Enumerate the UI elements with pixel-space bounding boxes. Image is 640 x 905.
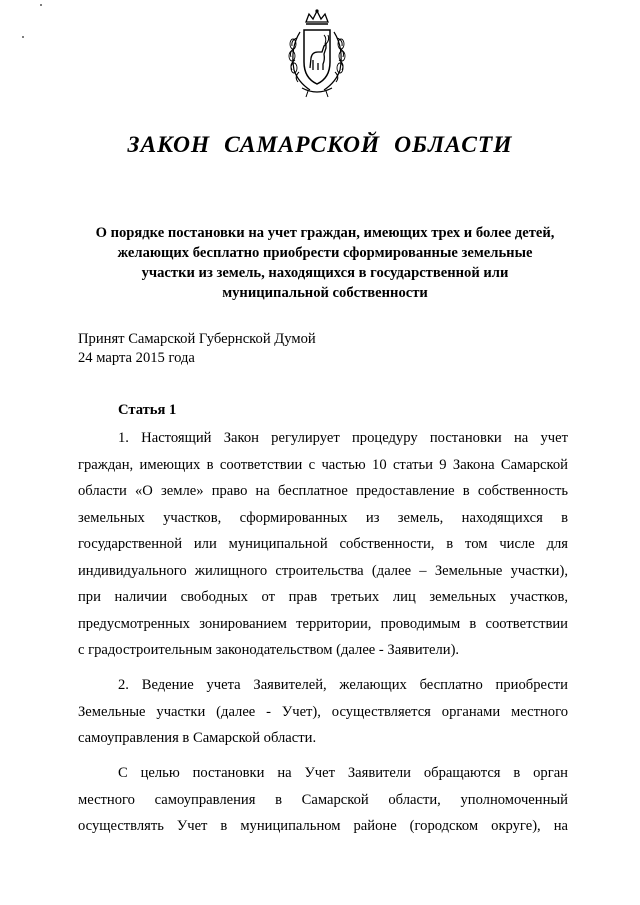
text-line: с градостроительным законодательством (далее - Заявители). <box>78 642 460 658</box>
scan-speck <box>22 36 24 38</box>
law-title: ЗАКОН САМАРСКОЙ ОБЛАСТИ <box>127 132 513 158</box>
law-subject-line: участки из земель, находящихся в государственной или <box>141 265 509 281</box>
text-line: индивидуального жилищного строительства (далее – Земельные участки), <box>78 562 568 579</box>
paragraph <box>78 425 568 664</box>
text-line: Земельные участки (далее - Учет), осуществляется органами местного <box>78 703 568 720</box>
law-subject <box>80 223 570 303</box>
law-subject-line: желающих бесплатно приобрести сформированные земельные <box>117 245 533 261</box>
text-line: государственной или муниципальной собственности, в том числе для <box>78 536 568 552</box>
law-subject-line: О порядке постановки на учет граждан, имеющих трех и более детей, <box>95 225 555 241</box>
adoption-note <box>78 330 478 367</box>
text-line: области «О земле» право на бесплатное предоставление в собственность <box>78 483 568 499</box>
text-line: 2. Ведение учета Заявителей, желающих бесплатно приобрести <box>118 677 568 694</box>
text-line: граждан, имеющих в соответствии с частью 10 статьи 9 Закона Самарской <box>78 456 568 473</box>
text-line: местного самоуправления в Самарской области, уполномоченный <box>78 791 568 808</box>
adoption-body: Принят Самарской Губернской Думой <box>78 331 316 347</box>
text-line: при наличии свободных от прав третьих лиц земельных участков, <box>78 589 568 605</box>
text-line: 1. Настоящий Закон регулирует процедуру постановки на учет <box>118 430 568 446</box>
text-line: предусмотренных зонированием территории, проводимым в соответствии <box>78 615 568 632</box>
text-line: С целью постановки на Учет Заявители обращаются в орган <box>118 765 568 782</box>
paragraph <box>78 760 568 840</box>
text-line: осуществлять Учет в муниципальном районе (городском округе), на <box>78 818 568 835</box>
samara-coat-of-arms-icon <box>282 8 352 98</box>
scan-speck <box>40 4 42 6</box>
text-line: земельных участков, сформированных из земель, находящихся в <box>78 509 568 526</box>
adoption-date: 24 марта 2015 года <box>78 349 195 366</box>
article-heading: Статья 1 <box>118 402 177 418</box>
law-subject-line: муниципальной собственности <box>222 285 428 301</box>
text-line: самоуправления в Самарской области. <box>78 730 317 747</box>
paragraph <box>78 672 568 752</box>
article-body <box>78 425 568 848</box>
